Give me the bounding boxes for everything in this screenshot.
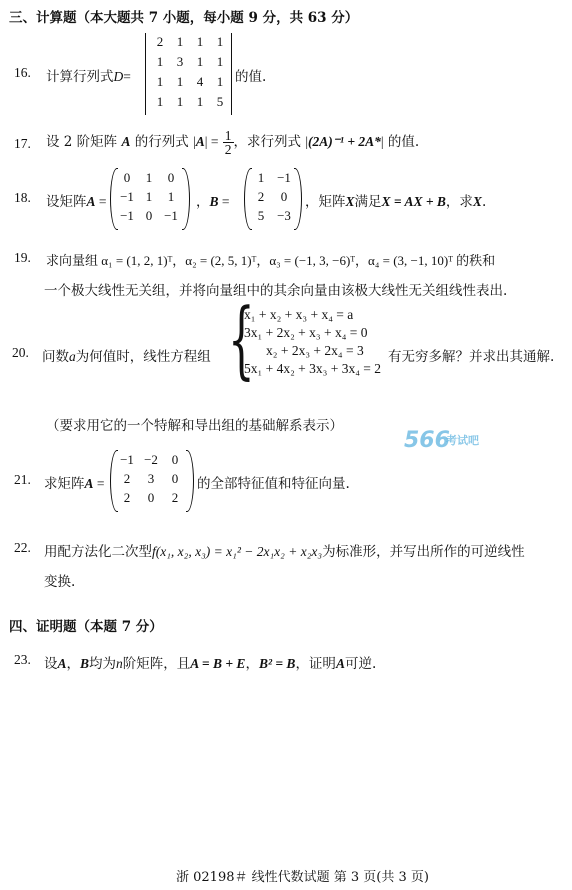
matrix-cell: 1 <box>156 54 164 69</box>
matrix-A <box>116 452 186 509</box>
matrix-A <box>116 170 182 227</box>
matrix-cell: 3 <box>176 54 184 69</box>
question-number: 16. <box>14 65 31 80</box>
matrix-cell: 1 <box>167 189 175 204</box>
matrix-cell: 1 <box>176 34 184 49</box>
question-text: 问数a为何值时，线性方程组 <box>42 349 211 365</box>
matrix-cell: −1 <box>120 208 134 223</box>
matrix-cell: 5 <box>257 208 265 223</box>
matrix-cell: −1 <box>120 452 134 467</box>
matrix-cell: −1 <box>120 189 134 204</box>
question-number: 21. <box>14 472 31 487</box>
matrix-cell: 1 <box>196 54 204 69</box>
matrix-cell: 0 <box>280 189 288 204</box>
det-bar-right <box>231 33 232 115</box>
matrix-cell: 0 <box>171 471 179 486</box>
question-text-end: ，矩阵X满足X = AX + B，求X. <box>305 194 487 210</box>
equation-line: x₁ + x₂ + x₃ + x₄ = a <box>244 307 354 322</box>
matrix-cell: 1 <box>156 74 164 89</box>
matrix-cell: 5 <box>216 94 224 109</box>
matrix-cell: 1 <box>176 94 184 109</box>
matrix-cell: 1 <box>257 170 265 185</box>
matrix-cell: 1 <box>156 94 164 109</box>
question-text-end: 有无穷多解？并求出其通解. <box>388 349 555 365</box>
matrix-cell: 0 <box>145 208 153 223</box>
matrix-cell: 1 <box>196 34 204 49</box>
equation-line: 3x₁ + 2x₂ + x₃ + x₄ = 0 <box>244 325 368 340</box>
matrix-cell: −2 <box>144 452 158 467</box>
matrix-cell: 2 <box>123 471 131 486</box>
matrix-cell: 0 <box>167 170 175 185</box>
det-bar-left <box>145 33 146 115</box>
watermark-logo: 566 <box>404 428 450 453</box>
question-text-line2: 一个极大线性无关组，并将向量组中的其余向量由该极大线性无关组线性表出. <box>44 283 508 299</box>
question-text: 设 2 阶矩阵 A 的行列式 |A| = $\frac{1}{2}$ ，求行列式 |(2A)⁻¹ + 2A*| 的值. <box>46 128 420 157</box>
watermark-text: 考试吧 <box>446 434 479 447</box>
question-text: 用配方法化二次型f(x₁, x₂, x₃) = x₁² − 2x₁x₂ + x₂x₃为标准形，并写出所作的可逆线性 <box>44 544 525 560</box>
matrix-cell: 2 <box>156 34 164 49</box>
question-text: 计算行列式D= <box>46 69 131 85</box>
question-number: 22. <box>14 540 31 555</box>
question-number: 23. <box>14 652 31 667</box>
question-text: 设矩阵A = <box>46 194 107 210</box>
matrix-cell: 1 <box>145 170 153 185</box>
question-text: 求矩阵A = <box>44 476 105 492</box>
matrix-cell: 2 <box>123 490 131 505</box>
question-text-line2: 变换. <box>44 574 76 590</box>
matrix-cell: 0 <box>171 452 179 467</box>
matrix-cell: 1 <box>145 189 153 204</box>
equation-system <box>244 306 381 378</box>
matrix-cell: −1 <box>277 170 291 185</box>
determinant-D <box>150 34 230 114</box>
page-footer: 浙 02198＃ 线性代数试题 第 3 页(共 3 页) <box>176 870 429 885</box>
section-3-title: 三、计算题（本大题共 7 小题，每小题 9 分，共 63 分） <box>9 10 359 26</box>
matrix-cell: 2 <box>257 189 265 204</box>
matrix-cell: 4 <box>196 74 204 89</box>
matrix-cell: 1 <box>176 74 184 89</box>
equation-line: x₂ + 2x₃ + 2x₄ = 3 <box>266 343 364 358</box>
question-text: 设A，B均为n阶矩阵，且A = B + E，B² = B，证明A可逆. <box>44 656 377 672</box>
matrix-cell: 3 <box>147 471 155 486</box>
matrix-cell: 2 <box>171 490 179 505</box>
matrix-cell: 1 <box>216 54 224 69</box>
matrix-cell: 1 <box>196 94 204 109</box>
question-note: （要求用它的一个特解和导出组的基础解系表示） <box>46 418 343 434</box>
matrix-cell: −3 <box>277 208 291 223</box>
equation-line: 5x₁ + 4x₂ + 3x₃ + 3x₄ = 2 <box>244 361 382 376</box>
matrix-cell: 0 <box>123 170 131 185</box>
question-text-line1: 求向量组 α₁ = (1, 2, 1)ᵀ，α₂ = (2, 5, 1)ᵀ，α₃ = (−1, 3, −6)ᵀ，α₄ = (3, −1, 10)ᵀ 的秩和 <box>46 253 496 268</box>
question-number: 17. <box>14 136 31 151</box>
matrix-cell: 0 <box>147 490 155 505</box>
fraction-one-half: $\frac{1}{2}$ <box>224 128 232 157</box>
matrix-B <box>250 170 296 227</box>
matrix-cell: 1 <box>216 74 224 89</box>
matrix-cell: −1 <box>164 208 178 223</box>
question-text-end: 的全部特征值和特征向量. <box>197 476 350 492</box>
left-brace: { <box>228 290 255 388</box>
section-4-title: 四、证明题（本题 7 分） <box>9 619 163 635</box>
question-text-end: 的值. <box>235 69 267 85</box>
question-number: 20. <box>12 345 29 360</box>
matrix-cell: 1 <box>216 34 224 49</box>
question-number: 19. <box>14 250 31 265</box>
question-number: 18. <box>14 190 31 205</box>
